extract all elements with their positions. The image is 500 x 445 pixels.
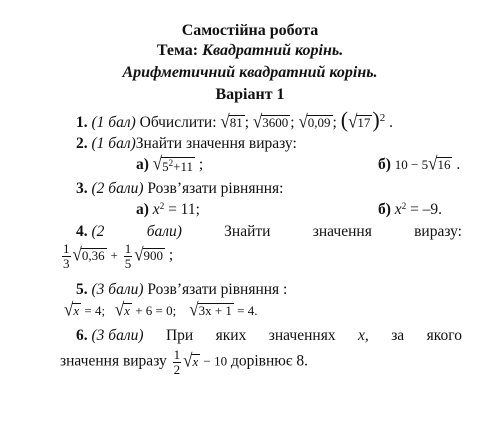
task-3-part-a: а) $x^2 = 11$;	[136, 201, 200, 218]
radical: √ 16	[428, 153, 451, 174]
task-2-part-b: б) 10 − 5 √ 16 .	[378, 153, 461, 174]
fraction: $\frac{1}{3}$	[63, 241, 70, 271]
task-6: 6. (3 бали) При яких значеннях x, за якого	[76, 327, 462, 344]
radical: √ x	[183, 349, 199, 371]
radical: √ 3600	[252, 111, 289, 132]
task-5: 5. (3 бали) Розв’язати рівняння :	[76, 281, 288, 298]
task-6-line-2: значення виразу $\frac{1}{2}$ √ x − 10 дорівнює 8.	[60, 347, 309, 377]
fraction: $\frac{1}{5}$	[124, 241, 132, 271]
radical: √ x	[64, 299, 80, 320]
task-1: 1. (1 бал) Обчислити: √ 81 ; √ 3600 ; √ 0,09 ; ( √ 17 )$^2$ .	[76, 107, 393, 132]
task-3-part-b: б) $x^2 = -9$.	[378, 201, 443, 218]
radical: √ 0,36	[72, 243, 105, 265]
task-4-expression: $\frac{1}{3}$ √ 0,36 + $\frac{1}{5}$ √ 900 ;	[63, 241, 174, 271]
radical: √ 0,09	[298, 111, 331, 132]
doc-title: Самостійна робота	[181, 22, 319, 39]
fraction: $\frac{1}{2}$	[173, 347, 181, 377]
radical: √ 17	[348, 111, 371, 132]
radical: √ x	[114, 299, 130, 320]
task-5-equations: √ x = 4; √ x + 6 = 0; √ 3x + 1 = 4.	[64, 299, 258, 320]
radical: √ 3x + 1	[189, 299, 232, 320]
doc-subtitle: Арифметичний квадратний корінь.	[122, 64, 378, 81]
task-3: 3. (2 бали) Розв’язати рівняння:	[76, 180, 284, 197]
doc-topic	[0, 41, 500, 60]
radical: √ 81	[220, 111, 243, 132]
task-4: 4. (2 бали) Знайти значення виразу:	[76, 223, 462, 240]
topic-label: Тема:	[156, 42, 199, 59]
topic-value: Квадратний корінь.	[202, 42, 344, 59]
radical: √ 900	[134, 243, 164, 265]
doc-variant: Варіант 1	[215, 86, 285, 103]
radical: √ $5^2+11$	[152, 153, 193, 174]
task-2-part-a: а) √ $5^2+11$ ;	[136, 153, 204, 174]
task-2: 2. (1 бал)Знайти значення виразу:	[76, 135, 297, 152]
